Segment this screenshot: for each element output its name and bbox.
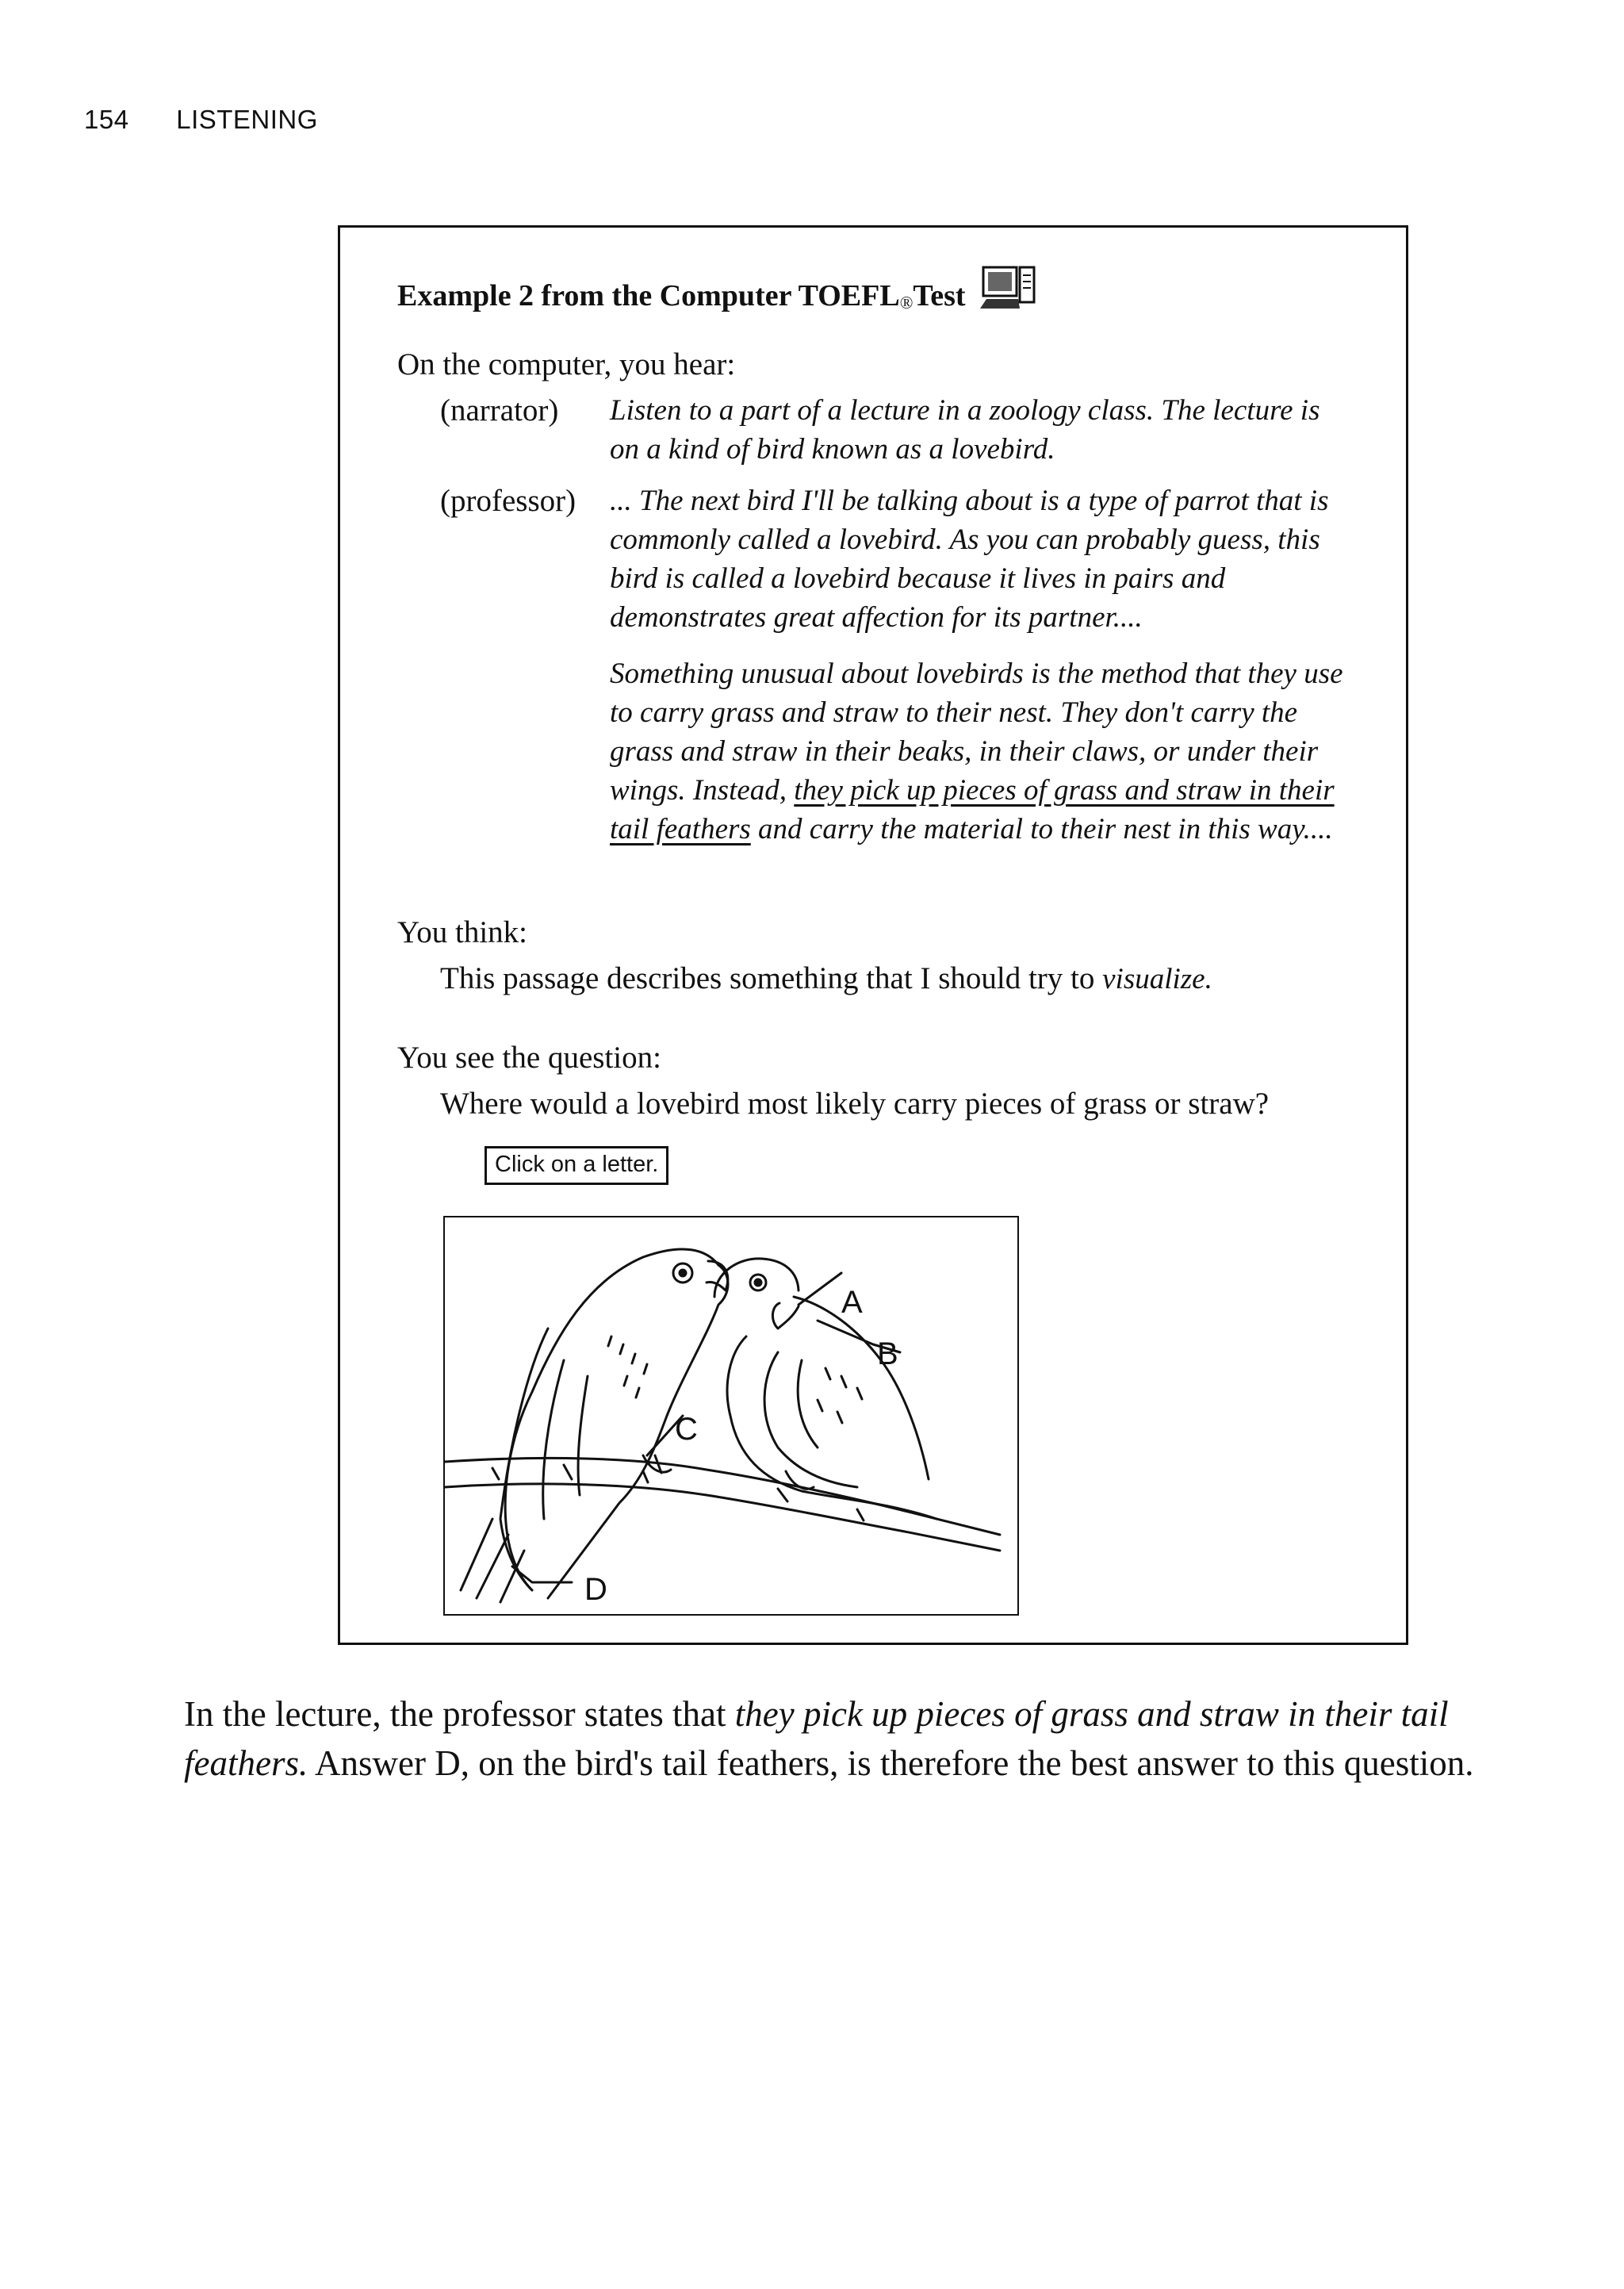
question-text: Where would a lovebird most likely carry pieces of grass or straw? (440, 1087, 1270, 1121)
intro-text: On the computer, you hear: (397, 347, 736, 382)
you-think-start: This passage describes something that I should try to (440, 961, 1103, 995)
explanation-part-1: In the lecture, the professor states that (184, 1694, 735, 1734)
example-title-end: Test (913, 279, 966, 312)
underlined-key-phrase: they pick up pieces of grass and straw in their tail feathers (610, 774, 1335, 845)
example-box (338, 225, 1408, 1645)
you-think-label: You think: (397, 915, 528, 949)
computer-icon (980, 264, 1037, 313)
professor-para2-end: and carry the material to their nest in this way.... (750, 813, 1333, 845)
example-title-text: Example 2 from the Computer TOEFL (397, 279, 900, 312)
narrator-text: Listen to a part of a lecture in a zoology class. The lecture is on a kind of bird known as a lovebird. (610, 394, 1320, 466)
registered-mark: ® (899, 293, 914, 312)
lovebirds-illustration (445, 1217, 1017, 1614)
example-title (397, 264, 1037, 313)
professor-paragraph-2 (610, 654, 1347, 849)
professor-label: (professor) (440, 484, 576, 518)
see-question-label: You see the question: (397, 1041, 661, 1075)
answer-label-a[interactable]: A (841, 1285, 863, 1320)
answer-label-b[interactable]: B (877, 1336, 898, 1371)
explanation-emphasis: they pick up pieces of grass and straw in their tail feathers. (184, 1694, 1449, 1783)
professor-para2-start: Something unusual about lovebirds is the method that they use to carry grass and straw to their nest. They don't carry the grass and straw in their beaks, in their claws, or under their wings. Instead, (610, 658, 1343, 807)
section-title: LISTENING (176, 105, 318, 134)
page-number: 154 (84, 105, 129, 134)
you-think-text (440, 959, 1212, 999)
professor-paragraph-1: ... The next bird I'll be talking about is a type of parrot that is commonly called a lovebird. As you can probably guess, this bird is called a lovebird because it lives in pairs and demonstrates great affection for its partner.... (610, 485, 1329, 634)
lovebird-figure (443, 1216, 1019, 1616)
answer-label-c[interactable]: C (675, 1412, 698, 1447)
answer-label-d[interactable]: D (584, 1572, 607, 1607)
explanation-paragraph (184, 1689, 1580, 1788)
running-head (84, 105, 318, 135)
explanation-part-2: Answer D, on the bird's tail feathers, is therefore the best answer to this question. (308, 1743, 1474, 1783)
narrator-label: (narrator) (440, 393, 559, 428)
click-on-letter-button[interactable]: Click on a letter. (485, 1146, 668, 1185)
you-think-emphasis: visualize. (1102, 963, 1212, 995)
